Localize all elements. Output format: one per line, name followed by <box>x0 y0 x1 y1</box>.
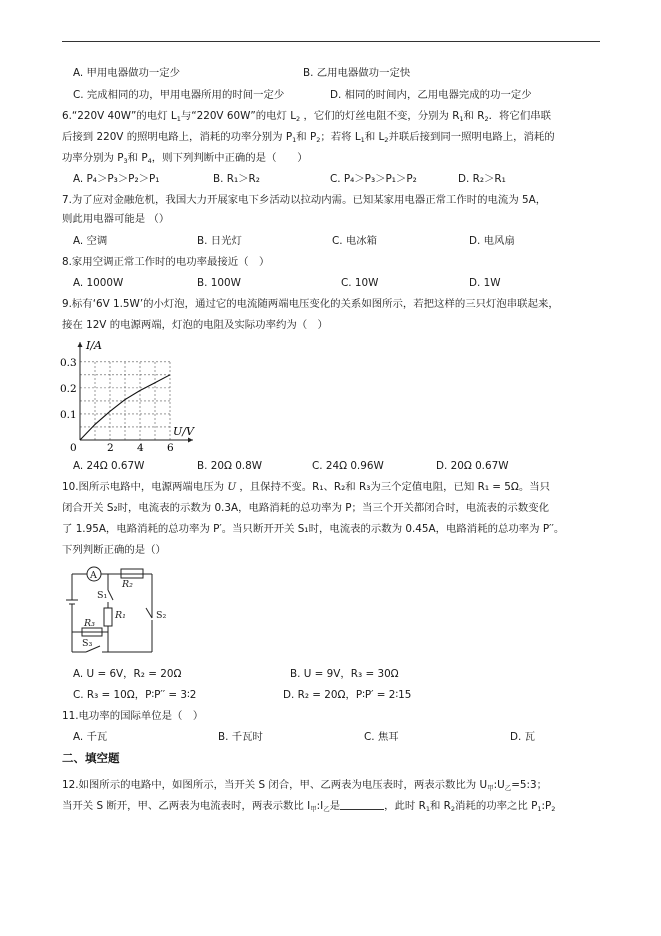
q7-option-d: D. 电风扇 <box>469 235 515 247</box>
q8-option-d: D. 1W <box>469 277 501 289</box>
q9-option-a: A. 24Ω 0.67W <box>73 460 145 472</box>
q12-line-2: 当开关 S 断开，甲、乙两表为电流表时，两表示数比 $I_甲:I_乙$是 ，此时 $R_1$和 $R_2$消耗的功率之比 $P_1:P_2$ <box>62 800 556 813</box>
q9-line-1: 9.标有‘6V 1.5W’的小灯泡，通过它的电流随两端电压变化的关系如图所示，若把这样的三只灯泡串联起来， <box>62 298 559 310</box>
chart-y-tick-label: 0.3 <box>60 356 77 369</box>
q10-line-3: 了 1.95A，电路消耗的总功率为 P′。当只断开开关 S₁时，电流表的示数为 0.45A，电路消耗的总功率为 P′′。 <box>62 523 565 535</box>
chart-x-tick-label: 6 <box>167 442 174 454</box>
q9-option-d: D. 20Ω 0.67W <box>436 460 509 472</box>
q6-line-1: 6.“220V 40W”的电灯 $L_1$与“220V 60W”的电灯 $L_2$ ，它们的灯丝电阻不变，分别为 $R_1$和 $R_2$．将它们串联 <box>62 110 551 123</box>
q8-option-a: A. 1000W <box>73 277 124 289</box>
q10-line-1: 10.图所示电路中，电源两端电压为 U ，且保持不变。R₁、R₂和 R₃为三个定值电阻，已知 R₁ = 5Ω。当只 <box>62 481 551 493</box>
chart-x-axis-label: U/V <box>173 425 194 438</box>
r2-label: R₂ <box>122 579 133 590</box>
q10-circuit-diagram <box>60 560 180 662</box>
r3-label: R₃ <box>84 618 95 629</box>
chart-x-tick-label: 2 <box>107 442 114 454</box>
q10-line-2: 闭合开关 S₂时，电流表的示数为 0.3A，电路消耗的总功率为 P；当三个开关都闭合时，电流表的示数变化 <box>62 502 549 514</box>
chart-y-axis-label: I/A <box>86 339 102 352</box>
chart-y-arrow <box>78 342 83 347</box>
q6-option-c: C. P₄＞P₃＞P₁＞P₂ <box>330 173 417 185</box>
q7-option-b: B. 日光灯 <box>197 235 242 247</box>
q10-option-a: A. U = 6V，R₂ = 20Ω <box>73 668 182 680</box>
r1-label: R₁ <box>115 610 126 621</box>
q11-option-a: A. 千瓦 <box>73 731 108 743</box>
q10-option-d: D. R₂ = 20Ω，P∶P′ = 2∶15 <box>283 689 412 701</box>
q5-option-b: B. 乙用电器做功一定快 <box>303 67 411 79</box>
q6-line-2: 后接到 220V 的照明电路上，消耗的功率分别为 $P_1$和 $P_2$；若将 $L_1$和 $L_2$并联后接到同一照明电路上，消耗的 <box>62 131 555 144</box>
chart-y-tick-label: 0.2 <box>60 382 77 395</box>
q8-line-1: 8.家用空调正常工作时的电功率最接近（ ） <box>62 256 270 268</box>
q7-option-a: A. 空调 <box>73 235 108 247</box>
s2-label: S₂ <box>156 610 167 621</box>
q5-option-a: A. 甲用电器做功一定少 <box>73 67 181 79</box>
q12-line-1: 12.如图所示的电路中，如图所示，当开关 S 闭合，甲、乙两表为电压表时，两表示数比为 $U_甲:U_乙=5:3$； <box>62 779 548 792</box>
s3-label: S₃ <box>82 638 93 649</box>
chart-x-tick-label: 4 <box>137 442 144 454</box>
q8-option-b: B. 100W <box>197 277 241 289</box>
q7-line-2: 则此用电器可能是 （） <box>62 213 170 225</box>
q8-option-c: C. 10W <box>341 277 379 289</box>
resistor-r1-icon <box>104 608 112 626</box>
q5-option-d: D. 相同的时间内，乙用电器完成的功一定少 <box>330 89 532 101</box>
q6-line-3: 功率分别为 $P_3$和 $P_4$，则下列判断中正确的是（ ） <box>62 152 308 165</box>
q9-line-2: 接在 12V 的电源两端，灯泡的电阻及实际功率约为（ ） <box>62 319 328 331</box>
q9-option-c: C. 24Ω 0.96W <box>312 460 384 472</box>
ammeter-label: A <box>90 570 97 581</box>
header-rule <box>62 41 600 42</box>
q7-line-1: 7.为了应对金融危机，我国大力开展家电下乡活动以拉动内需。已知某家用电器正常工作时的电流为 5A， <box>62 194 547 206</box>
q10-option-c: C. R₃ = 10Ω，P∶P′′ = 3∶2 <box>73 689 197 701</box>
q7-option-c: C. 电冰箱 <box>332 235 378 247</box>
section-title-fill-in: 二、填空题 <box>62 751 120 765</box>
q6-option-b: B. R₁＞R₂ <box>213 173 260 185</box>
s1-label: S₁ <box>97 590 108 601</box>
answer-blank[interactable] <box>340 799 384 810</box>
q5-option-c: C. 完成相同的功，甲用电器所用的时间一定少 <box>73 89 285 101</box>
q11-option-c: C. 焦耳 <box>364 731 399 743</box>
q10-option-b: B. U = 9V，R₃ = 30Ω <box>290 668 399 680</box>
chart-grid <box>80 362 170 440</box>
q6-option-d: D. R₂＞R₁ <box>458 173 506 185</box>
q11-line-1: 11.电功率的国际单位是（ ） <box>62 710 204 722</box>
q11-option-d: D. 瓦 <box>510 731 535 743</box>
q11-option-b: B. 千瓦时 <box>218 731 263 743</box>
q9-option-b: B. 20Ω 0.8W <box>197 460 262 472</box>
chart-x-arrow <box>188 438 193 443</box>
q6-option-a: A. P₄＞P₃＞P₂＞P₁ <box>73 173 160 185</box>
q10-line-4: 下列判断正确的是（） <box>62 544 166 556</box>
current-voltage-chart <box>60 336 200 454</box>
chart-y-tick-label: 0.1 <box>60 408 77 421</box>
chart-origin-label: 0 <box>70 442 77 454</box>
